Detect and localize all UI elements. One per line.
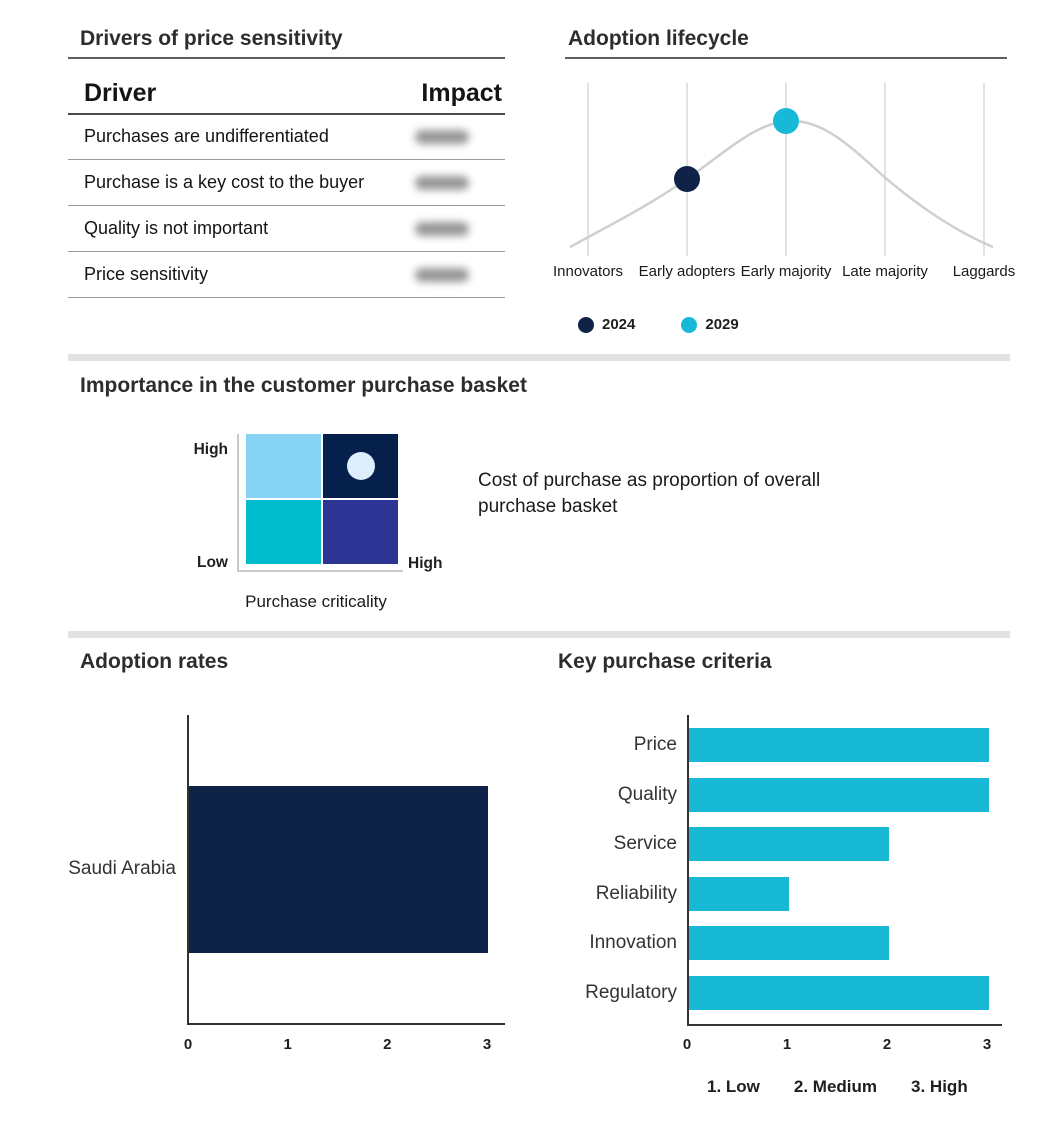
stage-label: Early majority bbox=[740, 263, 832, 280]
basket-section-heading: Importance in the customer purchase basket bbox=[80, 374, 527, 397]
adoption-rates-title: Adoption rates bbox=[80, 650, 229, 673]
lifecycle-title-rule bbox=[565, 57, 1007, 59]
x-tick-label: 1 bbox=[283, 1036, 292, 1053]
matrix-x-axis-title: Purchase criticality bbox=[245, 592, 387, 611]
stage-label: Late majority bbox=[842, 263, 928, 280]
criteria-scale-legend bbox=[707, 1077, 968, 1097]
matrix-quadrant-top-right bbox=[323, 434, 398, 498]
lifecycle-stage-labels bbox=[552, 262, 1016, 304]
driver-cell: Price sensitivity bbox=[84, 264, 209, 284]
impact-value-blurred bbox=[415, 176, 469, 190]
driver-cell: Purchases are undifferentiated bbox=[84, 126, 329, 146]
lifecycle-panel-title: Adoption lifecycle bbox=[568, 27, 749, 50]
drivers-title-rule bbox=[68, 57, 505, 59]
adoption-rates-x-axis bbox=[187, 1023, 505, 1025]
x-tick-label: 3 bbox=[982, 1036, 992, 1053]
x-tick-label: 2 bbox=[383, 1036, 392, 1053]
bar-category-label: Price bbox=[633, 734, 677, 755]
impact-value-blurred bbox=[415, 130, 469, 144]
bar-service bbox=[689, 827, 889, 861]
stage-label: Innovators bbox=[552, 263, 624, 280]
driver-column-header: Driver bbox=[84, 78, 157, 107]
matrix-marker bbox=[347, 452, 375, 480]
bar-category-label: Saudi Arabia bbox=[68, 858, 176, 879]
bell-curve bbox=[570, 121, 993, 247]
matrix-y-axis bbox=[237, 434, 239, 572]
bar-category-label: Innovation bbox=[589, 932, 677, 953]
matrix-quadrant-top-left bbox=[246, 434, 321, 498]
matrix-x-axis bbox=[237, 570, 403, 572]
x-tick-label: 0 bbox=[682, 1036, 692, 1053]
lifecycle-chart bbox=[565, 75, 1007, 260]
data-point-2029 bbox=[773, 108, 799, 134]
legend-label: 2024 bbox=[602, 316, 636, 333]
driver-cell: Quality is not important bbox=[84, 218, 269, 238]
bar-reliability bbox=[689, 877, 789, 911]
table-row bbox=[68, 252, 505, 298]
lifecycle-legend bbox=[578, 316, 739, 333]
drivers-table-body bbox=[68, 114, 505, 298]
basket-annotation: Cost of purchase as proportion of overall purchase basket bbox=[478, 470, 821, 517]
impact-column-header: Impact bbox=[421, 78, 502, 107]
table-row bbox=[68, 114, 505, 160]
x-tick-label: 0 bbox=[183, 1036, 193, 1053]
bar-quality bbox=[689, 778, 989, 812]
bar-category-label: Quality bbox=[617, 784, 677, 805]
scale-legend-item: 3. High bbox=[911, 1077, 968, 1096]
criteria-x-axis bbox=[687, 1024, 1002, 1026]
matrix-quadrant-bottom-left bbox=[246, 500, 321, 564]
scale-legend-item: 1. Low bbox=[707, 1077, 760, 1096]
legend-dot-2024 bbox=[578, 317, 594, 333]
x-tick-label: 2 bbox=[882, 1036, 892, 1053]
driver-cell: Purchase is a key cost to the buyer bbox=[84, 172, 365, 192]
criteria-title: Key purchase criteria bbox=[558, 650, 772, 673]
section-separator bbox=[68, 631, 1010, 638]
bar-category-label: Regulatory bbox=[585, 982, 677, 1003]
section-separator bbox=[68, 354, 1010, 361]
bar-price bbox=[689, 728, 989, 762]
matrix-x-high-label: High bbox=[408, 555, 443, 572]
legend-dot-2029 bbox=[681, 317, 697, 333]
data-point-2024 bbox=[674, 166, 700, 192]
table-row bbox=[68, 206, 505, 252]
bar-category-label: Service bbox=[613, 833, 677, 854]
drivers-table-header bbox=[84, 76, 502, 110]
scale-legend-item: 2. Medium bbox=[793, 1077, 878, 1096]
matrix-y-high-label: High bbox=[193, 441, 228, 458]
x-tick-label: 3 bbox=[482, 1036, 492, 1053]
matrix-y-low-label: Low bbox=[197, 554, 228, 571]
stage-label: Laggards bbox=[952, 263, 1016, 280]
x-tick-label: 1 bbox=[782, 1036, 792, 1053]
bar-category-label: Reliability bbox=[595, 883, 677, 904]
drivers-panel-title: Drivers of price sensitivity bbox=[80, 27, 343, 50]
legend-label: 2029 bbox=[705, 316, 739, 333]
bar-regulatory bbox=[689, 976, 989, 1010]
purchase-basket-matrix bbox=[246, 434, 398, 564]
legend-item bbox=[578, 316, 635, 333]
matrix-quadrant-bottom-right bbox=[323, 500, 398, 564]
impact-value-blurred bbox=[415, 268, 469, 282]
table-row bbox=[68, 160, 505, 206]
impact-value-blurred bbox=[415, 222, 469, 236]
bar-innovation bbox=[689, 926, 889, 960]
stage-label: Early adopters bbox=[638, 263, 736, 280]
legend-item bbox=[681, 316, 738, 333]
